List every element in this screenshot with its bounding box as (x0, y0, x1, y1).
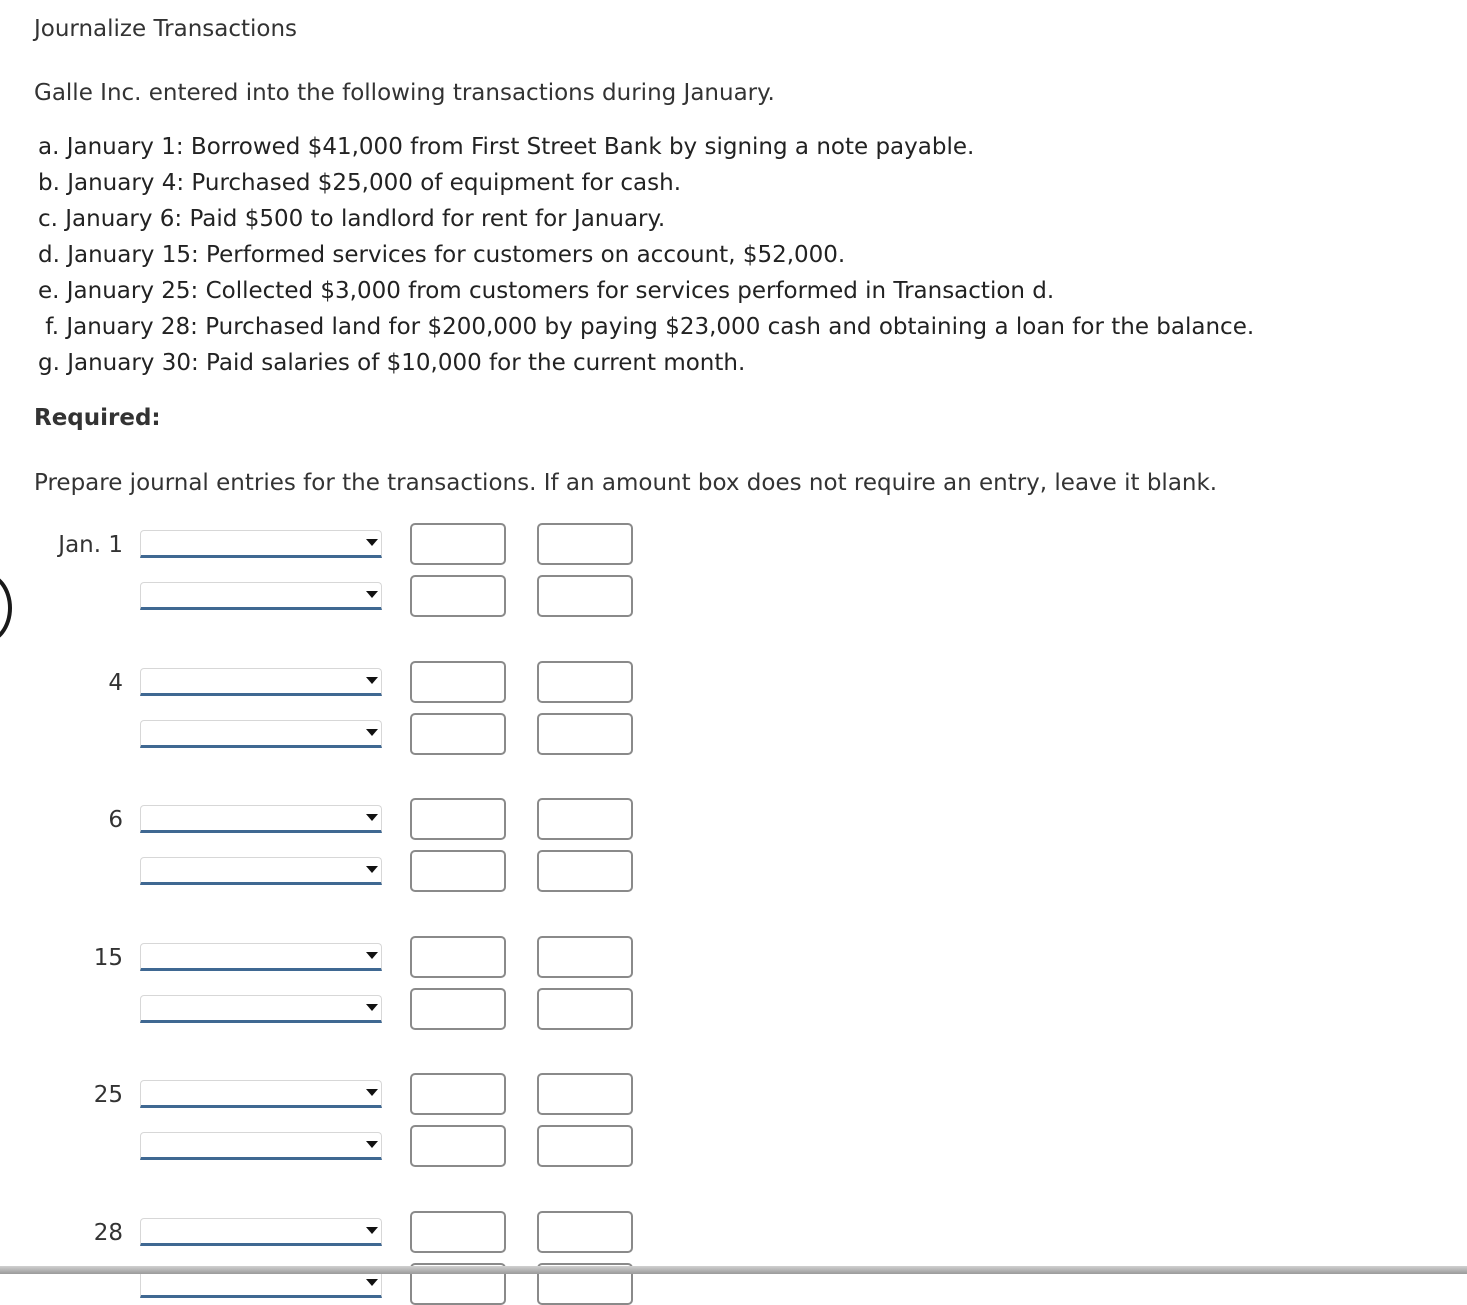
transaction-item: a. January 1: Borrowed $41,000 from First Street Bank by signing a note payable. (38, 134, 975, 160)
window-bottom-edge (0, 1266, 1467, 1274)
dropdown-arrow-icon (366, 539, 378, 546)
credit-amount-input[interactable] (537, 1073, 633, 1115)
debit-amount-input[interactable] (410, 936, 506, 978)
transaction-item: f. January 28: Purchased land for $200,000 by paying $23,000 cash and obtaining a loan for the balance. (38, 314, 1255, 340)
account-select[interactable] (140, 1218, 382, 1246)
dropdown-arrow-icon (366, 814, 378, 821)
account-select[interactable] (140, 1132, 382, 1160)
account-select[interactable] (140, 668, 382, 696)
entry-date-label: 28 (93, 1220, 123, 1246)
account-select[interactable] (140, 720, 382, 748)
credit-amount-input[interactable] (537, 988, 633, 1030)
debit-amount-input[interactable] (410, 661, 506, 703)
dropdown-arrow-icon (366, 866, 378, 873)
transaction-item: d. January 15: Performed services for customers on account, $52,000. (38, 242, 846, 268)
debit-amount-input[interactable] (410, 1211, 506, 1253)
required-heading: Required: (34, 405, 161, 431)
debit-amount-input[interactable] (410, 850, 506, 892)
account-select[interactable] (140, 857, 382, 885)
account-select[interactable] (140, 943, 382, 971)
debit-amount-input[interactable] (410, 1125, 506, 1167)
transaction-list (38, 129, 1254, 381)
credit-amount-input[interactable] (537, 713, 633, 755)
account-select[interactable] (140, 995, 382, 1023)
entry-date-label: 6 (108, 807, 123, 833)
entry-date-label: 4 (108, 670, 123, 696)
instructions-text: Prepare journal entries for the transactions. If an amount box does not require an entry, leave it blank. (34, 470, 1218, 496)
transaction-item: c. January 6: Paid $500 to landlord for rent for January. (38, 206, 666, 232)
transaction-item: g. January 30: Paid salaries of $10,000 for the current month. (38, 350, 746, 376)
dropdown-arrow-icon (366, 1279, 378, 1286)
entry-date-label: Jan. 1 (58, 532, 123, 558)
debit-amount-input[interactable] (410, 988, 506, 1030)
debit-amount-input[interactable] (410, 713, 506, 755)
account-select[interactable] (140, 1080, 382, 1108)
debit-amount-input[interactable] (410, 1073, 506, 1115)
credit-amount-input[interactable] (537, 523, 633, 565)
credit-amount-input[interactable] (537, 850, 633, 892)
dropdown-arrow-icon (366, 1141, 378, 1148)
dropdown-arrow-icon (366, 1089, 378, 1096)
account-select[interactable] (140, 805, 382, 833)
dropdown-arrow-icon (366, 1227, 378, 1234)
transaction-item: b. January 4: Purchased $25,000 of equipment for cash. (38, 170, 682, 196)
dropdown-arrow-icon (366, 1004, 378, 1011)
credit-amount-input[interactable] (537, 661, 633, 703)
entry-date-label: 25 (93, 1082, 123, 1108)
debit-amount-input[interactable] (410, 523, 506, 565)
account-select[interactable] (140, 582, 382, 610)
page-title: Journalize Transactions (34, 16, 298, 42)
account-select[interactable] (140, 1270, 382, 1298)
dropdown-arrow-icon (366, 677, 378, 684)
dropdown-arrow-icon (366, 952, 378, 959)
credit-amount-input[interactable] (537, 1211, 633, 1253)
entry-date-label: 15 (93, 945, 123, 971)
transaction-item: e. January 25: Collected $3,000 from customers for services performed in Transaction d. (38, 278, 1055, 304)
credit-amount-input[interactable] (537, 798, 633, 840)
problem-intro: Galle Inc. entered into the following transactions during January. (34, 80, 775, 106)
credit-amount-input[interactable] (537, 1125, 633, 1167)
credit-amount-input[interactable] (537, 936, 633, 978)
debit-amount-input[interactable] (410, 798, 506, 840)
side-circle-shape (0, 572, 12, 644)
credit-amount-input[interactable] (537, 575, 633, 617)
debit-amount-input[interactable] (410, 575, 506, 617)
account-select[interactable] (140, 530, 382, 558)
dropdown-arrow-icon (366, 729, 378, 736)
dropdown-arrow-icon (366, 591, 378, 598)
